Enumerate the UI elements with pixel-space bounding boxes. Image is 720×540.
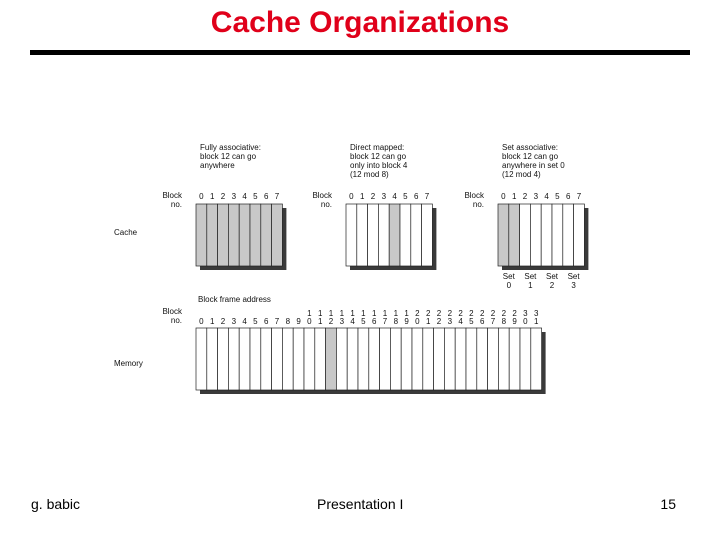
memory-block-cell [477, 328, 488, 390]
memory-block-tens: 1 [371, 309, 377, 318]
cache-block-number: 6 [263, 192, 269, 201]
cache-block-cell [207, 204, 218, 266]
memory-block-cell [196, 328, 207, 390]
memory-block-cell [293, 328, 304, 390]
cache-block-cell [552, 204, 563, 266]
cache-block-cell [400, 204, 411, 266]
cache-block-number: 3 [533, 192, 539, 201]
memory-block-ones: 7 [274, 317, 280, 326]
memory-block-tens: 2 [436, 309, 442, 318]
memory-block-ones: 9 [296, 317, 301, 326]
cache-block-number: 3 [231, 192, 237, 201]
memory-block-cell [412, 328, 423, 390]
memory-row-label: Memory [114, 359, 143, 368]
cache-block-label: no. [320, 200, 332, 209]
memory-block-tens: 2 [479, 309, 485, 318]
memory-block-tens: 1 [382, 309, 388, 318]
cache-block-cell [368, 204, 379, 266]
memory-block-tens: 2 [469, 309, 474, 318]
cache-organization-diagram [100, 130, 600, 410]
memory-block-ones: 6 [479, 317, 485, 326]
cache-block-cell [250, 204, 261, 266]
memory-block-ones: 1 [317, 317, 323, 326]
cache-block-number: 0 [349, 192, 354, 201]
cache-block-number: 3 [381, 192, 387, 201]
memory-block-cell [326, 328, 337, 390]
title-rule [30, 50, 690, 55]
cache-block-number: 1 [359, 192, 365, 201]
memory-block-ones: 6 [371, 317, 377, 326]
memory-block-cell [369, 328, 380, 390]
memory-block-ones: 7 [490, 317, 496, 326]
cache-caption-line: block 12 can go [502, 152, 559, 161]
cache-block-number: 2 [370, 192, 376, 201]
memory-block-ones: 5 [253, 317, 258, 326]
set-label: Set [502, 272, 515, 281]
memory-block-tens: 1 [328, 309, 334, 318]
memory-block-tens: 2 [415, 309, 420, 318]
memory-block-ones: 2 [328, 317, 334, 326]
memory-block-ones: 7 [382, 317, 388, 326]
memory-block-ones: 0 [199, 317, 204, 326]
footer-page-number: 15 [660, 496, 676, 512]
memory-block-tens: 1 [317, 309, 323, 318]
memory-block-tens: 2 [425, 309, 431, 318]
cache-block-label: Block [464, 191, 484, 200]
memory-block-cell [358, 328, 369, 390]
cache-block-cell [509, 204, 520, 266]
cache-block-number: 5 [253, 192, 258, 201]
set-number: 0 [506, 281, 512, 290]
memory-block-cell [401, 328, 412, 390]
memory-block-tens: 1 [339, 309, 345, 318]
memory-block-ones: 3 [339, 317, 345, 326]
memory-block-cell [336, 328, 347, 390]
cache-block-label: Block [162, 191, 182, 200]
cache-caption-line: Direct mapped: [350, 143, 405, 152]
memory-block-cell [444, 328, 455, 390]
cache-block-label: no. [472, 200, 484, 209]
memory-block-ones: 5 [469, 317, 474, 326]
set-label: Set [567, 272, 580, 281]
cache-caption-line: (12 mod 8) [350, 170, 389, 179]
cache-block-number: 0 [501, 192, 506, 201]
cache-row-label: Cache [114, 228, 138, 237]
memory-block-cell [380, 328, 391, 390]
memory-block-tens: 2 [490, 309, 496, 318]
cache-caption-line: anywhere [200, 161, 235, 170]
cache-block-number: 7 [274, 192, 280, 201]
cache-block-number: 6 [565, 192, 571, 201]
memory-block-tens: 2 [512, 309, 517, 318]
memory-block-cell [228, 328, 239, 390]
memory-block-tens: 1 [404, 309, 409, 318]
memory-block-ones: 8 [285, 317, 291, 326]
cache-block-cell [574, 204, 585, 266]
memory-block-cell [261, 328, 272, 390]
cache-block-cell [228, 204, 239, 266]
set-label: Set [545, 272, 559, 281]
memory-block-cell [347, 328, 358, 390]
memory-block-cell [434, 328, 445, 390]
cache-block-number: 7 [576, 192, 582, 201]
cache-block-number: 4 [242, 192, 247, 201]
set-number: 1 [528, 281, 533, 290]
memory-block-tens: 3 [523, 309, 528, 318]
cache-block-cell [357, 204, 368, 266]
cache-caption-line: (12 mod 4) [502, 170, 541, 179]
cache-block-number: 6 [413, 192, 419, 201]
footer-author: g. babic [31, 496, 81, 512]
cache-block-cell [389, 204, 400, 266]
cache-block-cell [239, 204, 250, 266]
cache-block-number: 2 [220, 192, 226, 201]
memory-block-ones: 2 [220, 317, 226, 326]
cache-caption-line: Fully associative: [200, 143, 261, 152]
memory-block-cell [250, 328, 261, 390]
memory-block-tens: 2 [458, 309, 463, 318]
memory-header-label: Block frame address [198, 295, 271, 304]
memory-block-label: no. [170, 316, 182, 325]
memory-block-cell [455, 328, 466, 390]
memory-block-cell [423, 328, 434, 390]
memory-block-cell [218, 328, 229, 390]
cache-block-cell [411, 204, 422, 266]
cache-block-cell [378, 204, 389, 266]
memory-block-ones: 0 [523, 317, 528, 326]
memory-block-cell [304, 328, 315, 390]
memory-block-tens: 2 [447, 309, 453, 318]
memory-block-ones: 3 [231, 317, 237, 326]
memory-block-cell [390, 328, 401, 390]
memory-block-tens: 1 [307, 309, 312, 318]
memory-block-ones: 4 [458, 317, 463, 326]
cache-block-number: 5 [403, 192, 408, 201]
memory-block-cell [509, 328, 520, 390]
cache-block-label: no. [170, 200, 182, 209]
memory-block-cell [207, 328, 218, 390]
cache-block-number: 1 [209, 192, 215, 201]
memory-block-cell [498, 328, 509, 390]
memory-block-ones: 2 [436, 317, 442, 326]
cache-block-number: 4 [392, 192, 397, 201]
memory-block-ones: 1 [209, 317, 215, 326]
cache-block-number: 5 [555, 192, 560, 201]
memory-block-ones: 8 [501, 317, 507, 326]
memory-block-cell [315, 328, 326, 390]
slide-title: Cache Organizations [210, 6, 510, 39]
cache-caption-line: block 12 can go [200, 152, 257, 161]
memory-block-tens: 2 [501, 309, 507, 318]
cache-block-label: Block [312, 191, 332, 200]
set-number: 3 [571, 281, 576, 290]
memory-block-cell [466, 328, 477, 390]
cache-caption-line: block 12 can go [350, 152, 407, 161]
memory-block-ones: 4 [242, 317, 247, 326]
memory-block-ones: 8 [393, 317, 399, 326]
footer-presentation: Presentation I [317, 496, 404, 512]
memory-block-cell [520, 328, 531, 390]
cache-block-cell [218, 204, 229, 266]
memory-block-ones: 4 [350, 317, 355, 326]
cache-block-number: 4 [544, 192, 549, 201]
memory-block-ones: 0 [415, 317, 420, 326]
memory-block-ones: 9 [512, 317, 517, 326]
cache-block-cell [261, 204, 272, 266]
memory-block-ones: 9 [404, 317, 409, 326]
memory-block-label: Block [162, 307, 182, 316]
set-label: Set [524, 272, 537, 281]
memory-block-cell [239, 328, 250, 390]
memory-block-cell [488, 328, 499, 390]
cache-block-cell [520, 204, 531, 266]
cache-caption-line: only into block 4 [350, 161, 408, 170]
memory-block-ones: 3 [447, 317, 453, 326]
cache-block-cell [498, 204, 509, 266]
cache-block-cell [563, 204, 574, 266]
memory-block-tens: 1 [393, 309, 399, 318]
memory-block-ones: 1 [425, 317, 431, 326]
memory-block-ones: 5 [361, 317, 366, 326]
cache-block-number: 7 [424, 192, 430, 201]
memory-block-tens: 3 [533, 309, 539, 318]
cache-block-number: 2 [522, 192, 528, 201]
memory-block-cell [531, 328, 542, 390]
memory-block-ones: 1 [533, 317, 539, 326]
memory-block-tens: 1 [361, 309, 366, 318]
cache-caption-line: Set associative: [502, 143, 559, 152]
memory-block-ones: 6 [263, 317, 269, 326]
cache-block-cell [272, 204, 283, 266]
memory-block-tens: 1 [350, 309, 355, 318]
memory-block-ones: 0 [307, 317, 312, 326]
memory-block-cell [282, 328, 293, 390]
cache-block-cell [422, 204, 433, 266]
cache-block-cell [541, 204, 552, 266]
memory-block-cell [272, 328, 283, 390]
cache-block-cell [530, 204, 541, 266]
cache-block-cell [346, 204, 357, 266]
cache-caption-line: anywhere in set 0 [502, 161, 565, 170]
cache-block-number: 1 [511, 192, 517, 201]
set-number: 2 [549, 281, 555, 290]
cache-block-number: 0 [199, 192, 204, 201]
cache-block-cell [196, 204, 207, 266]
